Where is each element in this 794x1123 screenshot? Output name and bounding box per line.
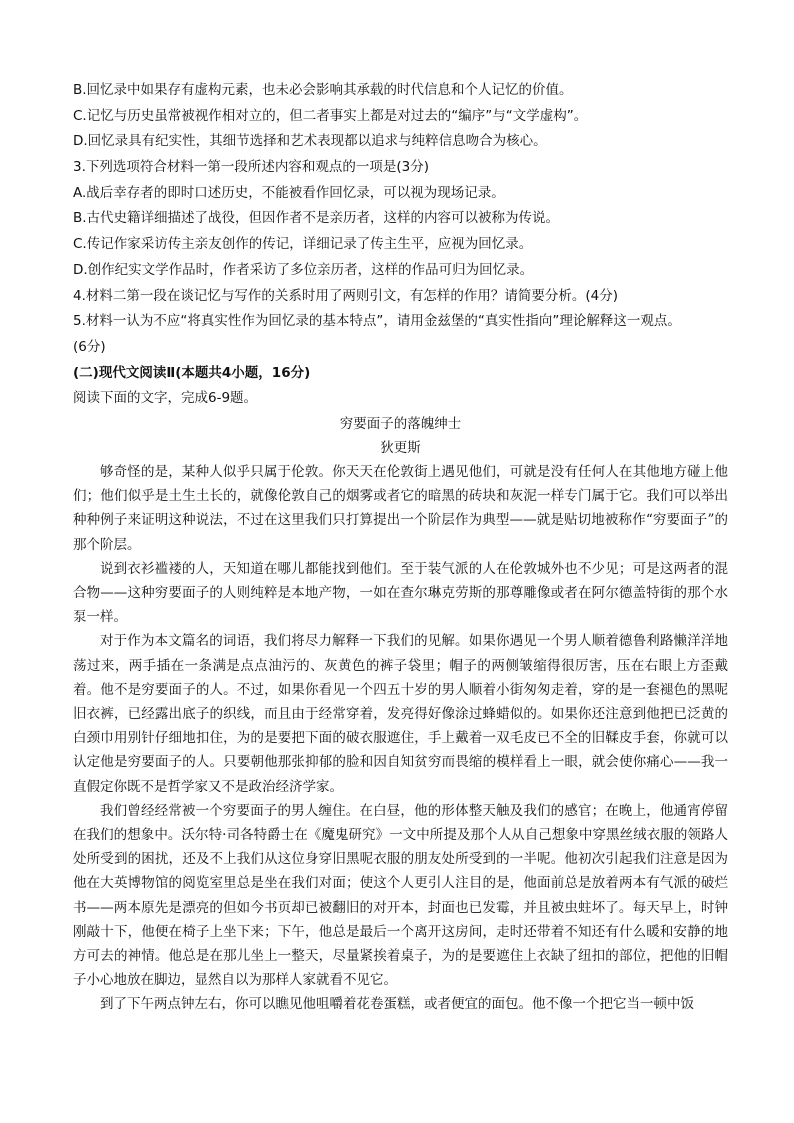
article-title: 穷要面子的落魄绅士: [339, 415, 462, 432]
article-paragraph-5: 到了下午两点钟左右，你可以瞧见他咀嚼着花卷蛋糕，或者便宜的面包。他不像一个把它当一顿中饭: [100, 996, 694, 1013]
question-3-option-d: D.创作纪实文学作品时，作者采访了多位亲历者，这样的作品可归为回忆录。: [73, 261, 534, 278]
question-5-line-2: (6分): [73, 338, 106, 355]
section-instruction: 阅读下面的文字，完成6-9题。: [73, 390, 258, 407]
exam-page: [73, 78, 728, 1017]
article-paragraph-2: 说到衣衫褴褛的人，天知道在哪儿都能找到他们。至于装气派的人在伦敦城外也不少见；可是这两者的混合物——这种穷要面子的人则纯粹是本地产物，一如在查尔琳克劳斯的那尊雕像或者在阿尔德盖特街的那个水泵一样。: [73, 560, 728, 626]
question-2-option-d: D.回忆录具有纪实性，其细节选择和艺术表现都以追求与纯粹信息吻合为核心。: [73, 133, 547, 150]
section-heading: (二)现代文阅读Ⅱ(本题共4小题，16分): [73, 364, 311, 381]
article-paragraph-3: 对于作为本文篇名的词语，我们将尽力解释一下我们的见解。如果你遇见一个男人顺着德鲁利路懒洋洋地荡过来，两手插在一条满是点点油污的、灰黄色的裤子袋里；帽子的两侧皱缩得很厉害，压在右眼上方歪戴着。他不是穷要面子的人。不过，如果你看见一个四五十岁的男人顺着小街匆匆走着，穿的是一套褪色的黑呢旧衣裤，已经露出底子的织线，而且由于经常穿着，发亮得好像涂过蜂蜡似的。如果你还注意到他把已泛黄的白颈巾用别针仔细地扣住，为的是要把下面的破衣服遮住，手上戴着一双毛皮已不全的旧鞣皮手套，你就可以认定他是穷要面子的人。只要朝他那张抑郁的脸和因自知贫穷而畏缩的模样看上一眼，就会使你痛心——我一直假定你既不是哲学家又不是政治经济学家。: [73, 633, 728, 795]
question-2-option-c: C.记忆与历史虽常被视作相对立的，但二者事实上都是对过去的“编序”与“文学虚构”。: [73, 107, 588, 124]
question-5-line-1: 5.材料一认为不应“将真实性作为回忆录的基本特点”，请用金兹堡的“真实性指向”理论解释这一观点。: [73, 313, 681, 330]
question-3-stem: 3.下列选项符合材料一第一段所述内容和观点的一项是(3分): [73, 159, 430, 176]
article-paragraph-4: 我们曾经经常被一个穷要面子的男人缠住。在白昼，他的形体整天触及我们的感官；在晚上，他通宵停留在我们的想象中。沃尔特·司各特爵士在《魔鬼研究》一文中所提及那个人从自己想象中穿黑丝绒衣服的领路人处所受到的困扰，还及不上我们从这位身穿旧黑呢衣服的朋友处所受到的一半呢。他初次引起我们注意是因为他在大英博物馆的阅览室里总是坐在我们对面；使这个人更引人注目的是，他面前总是放着两本有气派的破烂书——两本原先是漂亮的但如今书页却已被翻旧的对开本，封面也已发霉，并且被虫蛀坏了。每天早上，时钟刚敲十下，他便在椅子上坐下来；下午，他总是最后一个离开这房间，走时还带着不知还有什么暖和安静的地方可去的神情。他总是在那儿坐上一整天，尽量紧挨着桌子，为的是要遮住上衣缺了纽扣的部位，把他的旧帽子小心地放在脚边，显然自以为那样人家就看不见它。: [73, 802, 728, 989]
question-4: 4.材料二第一段在谈记忆与写作的关系时用了两则引文，有怎样的作用？请简要分析。(4分): [73, 287, 619, 304]
article-paragraph-1: 够奇怪的是，某种人似乎只属于伦敦。你天天在伦敦街上遇见他们，可就是没有任何人在其他地方碰上他们；他们似乎是土生土长的，就像伦敦自己的烟雾或者它的暗黑的砖块和灰泥一样专门属于它。我们可以举出种种例子来证明这种说法，不过在这里我们只打算提出一个阶层作为典型——就是贴切地被称作“穷要面子”的那个阶层。: [73, 463, 728, 553]
question-3-option-a: A.战后幸存者的即时口述历史，不能被看作回忆录，可以视为现场记录。: [73, 184, 505, 201]
question-2-option-b: B.回忆录中如果存有虚构元素，也未必会影响其承载的时代信息和个人记忆的价值。: [73, 82, 573, 98]
article-author: 狄更斯: [380, 439, 421, 456]
question-3-option-b: B.古代史籍详细描述了战役，但因作者不是亲历者，这样的内容可以被称为传说。: [73, 210, 560, 227]
question-3-option-c: C.传记作家采访传主亲友创作的传记，详细记录了传主生平，应视为回忆录。: [73, 236, 533, 253]
